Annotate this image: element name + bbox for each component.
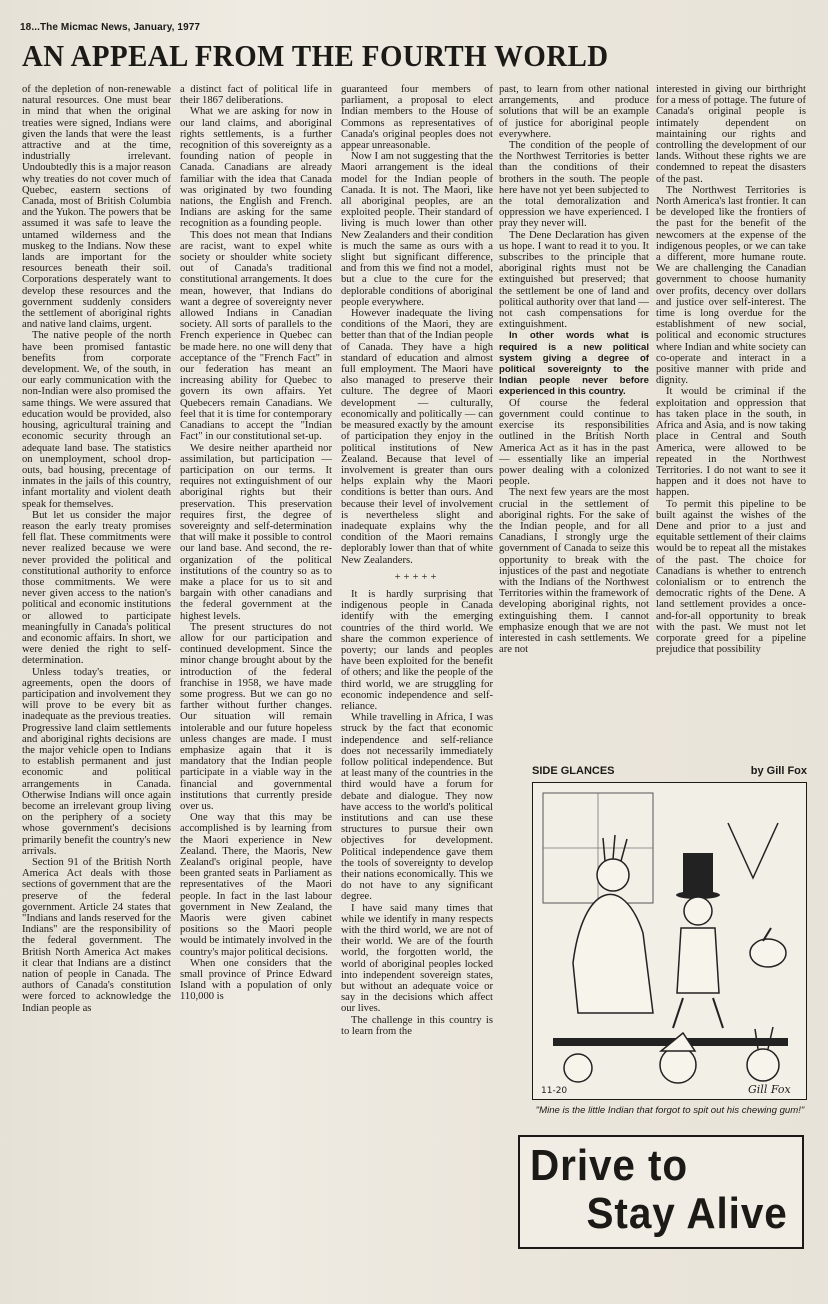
article-column-1 — [22, 84, 171, 1252]
article-paragraph: However inadequate the living conditions of the Maori, they are better than that of the Indian people of Canada. They have a high standard of education and almost full employment. The Maori have also managed to preserve their culture. The degree of Maori development — culturally, economically and politically — can be measured exactly by the amount of participation they enjoy in the political institutions of New Zealand. Because that level of involvement is greater than ours helps explain why the Maori conditions is better than ours. And because their level of involvement is nevertheless slight and inadequate explains why the condition of the Maori remains deplorably lower than that of white New Zealanders. — [341, 308, 493, 566]
article-paragraph: Section 91 of the British North America Act deals with those sections of government that are the preserve of the federal government. Article 24 states that "Indians and lands reserved for the Indians" are the responsibility of the federal government. The British North America Act makes it clear that Indians are a distinct nation of people in Canada. The authors of Canada's constitution were forced to acknowledge the Indian people as — [22, 857, 171, 1014]
headline: AN APPEAL FROM THE FOURTH WORLD — [22, 38, 609, 73]
article-paragraph: Now I am not suggesting that the Maori arrangement is the ideal model for the Indian people of Canada. It is not. The Maori, like all aboriginal peoples, are an exploited people. Their standard of living is much lower than other New Zealanders and their condition is much the same as ours with a slight but significant difference, and from this we find not a model, but a clue to the cure for the deplorable conditions of aboriginal people everywhere. — [341, 151, 493, 308]
article-paragraph: +++++ — [394, 571, 440, 583]
article-paragraph: guaranteed four members of parliament, a proposal to elect Indian members to the House of Commons as representatives of Canada's original peoples does not appear unreasonable. — [341, 84, 493, 152]
cartoon-title: SIDE GLANCES — [532, 765, 615, 777]
article-column-4 — [499, 84, 649, 756]
article-paragraph: I have said many times that while we identify in many respects with the third world, we are not of their world. We are of the fourth world, the forgotten world, the world of aboriginal peoples locked into independent sovereign states, but without an adequate voice or say in the decisions which affect our lives. — [341, 902, 493, 1015]
article-paragraph: The condition of the people of the Northwest Territories is better than the conditions of their brothers in the south. The people here have not yet been subjected to the total demoralization and oppression we have experienced. I pray they never will. — [499, 140, 649, 230]
article-paragraph: To permit this pipeline to be built against the wishes of the Dene and prior to a just and equitable settlement of their claims would be to repeat all the mistakes of the past. The choice for Canadians is whether to entrench colonialism or to entrench the democratic rights of the Dene. A land settlement provides a once-and-for-all opportunity to break with the past. We must not let corporate greed for a pipeline prejudice that possibility — [656, 498, 806, 656]
cartoon-drawing — [533, 783, 805, 1098]
article-column-2 — [180, 84, 332, 1252]
page-folio: 18...The Micmac News, January, 1977 — [20, 22, 201, 33]
article-paragraph: The native people of the north have been promised fantastic benefits from corporate development. We, of the south, in our early communication with the non-Indian were also promised the same things. We were assured that education would be provided, also housing, agricultural training and economic security through an adequate land base. The statistics on unemployment, school drop-outs, bad housing, precentage of inmates in the jails of this country, infant mortality and violent death speak for themselves. — [22, 330, 171, 510]
ad-headline-line-1: Drive to — [530, 1141, 689, 1190]
cartoon-caption: "Mine is the little Indian that forgot to spit out his chewing gum!" — [535, 1105, 805, 1116]
article-paragraph: interested in giving our birthright for a mess of pottage. The future of Canada's original people is intimately dependent on maintaining our rights and controlling the development of our lands. Without these rights we are condemned to repeat the disasters of the past. — [656, 84, 806, 185]
ad-headline-line-2: Stay Alive — [586, 1189, 788, 1238]
article-paragraph: Of course the federal government could continue to exercise its responsibilities outlined in the British North America Act as it has in the past — essentially like an imperial power dealing with a colonized people. — [499, 397, 649, 488]
article-paragraph: past, to learn from other national arrangements, and produce solutions that will be an example of justice for aboriginal people everywhere. — [499, 84, 649, 140]
article-paragraph: of the depletion of non-renewable natural resources. One must bear in mind that when the original treaties were signed, Indians were given the lands that were the least attractive and at the time, industrially irrelevant. Undoubtedly this is a major reason why treaties do not cover much of Quebec, eastern sections of Canada, most of British Columbia and the Yukon. The powers that be assumed it was safe to leave the untamed wilderness and the muskeg to the Indians. Now these lands are important for the resources beneath their soil. Corporations desperately want to develop these resources and the government suddenly considers the settlement of aboriginal rights and native land claims, urgent. — [22, 84, 171, 331]
article-paragraph: While travelling in Africa, I was struck by the fact that economic independence and self-reliance does not necessarily immediately follow political independence. But at least many of the countries in the third would have a forum for debate and dialogue. They now have access to the world's political institutions and can use these structures to pursue their own objectives for development. Political independence gave them the tools of sovereignty to develop their nations economically. This we do not have to any significant degree. — [341, 712, 493, 903]
article-paragraph: We desire neither apartheid nor assimilation, but participation — participation on our terms. It requires not extinguishment of our aboriginal rights but their preservation. This preservation requires first, the degree of sovereignty and self-determination that will make it possible to control our land base. And second, the re-organization of the political institutions of the country so as to make a place for us to sit and bargain with other canadians and the federal government at the highest levels. — [180, 442, 332, 622]
article-paragraph: The challenge in this country is to learn from the — [341, 1014, 493, 1037]
article-paragraph: It is hardly surprising that indigenous people in Canada identify with the emerging countries of the third world. We share the common experience of poverty; our lands and peoples have been exploited for the benefit of others; and like the people of the third world, we are struggling for economic independence and self-reliance. — [341, 588, 493, 712]
article-paragraph: But let us consider the major reason the early treaty promises fell flat. These commitments were never realized because we were never provided the political and constitutional authority to enforce those commitments. We were never given access to the nation's political and economic institutions or allowed to participate meaningfully in Canada's political and economic affairs. In short, we were denied the right to self-determination. — [22, 509, 171, 667]
article-paragraph: The next few years are the most crucial in the settlement of aboriginal rights. For the sake of the Indian people, and for all Canadians, I strongly urge the government of Canada to seize this opportunity to break with the injustices of the past and negotiate with the Indians of the Northwest Territories within the framework of developing aboriginal rights, not extinguishing them. I cannot emphasize enough that we are not interested in cash settlements. We are not — [499, 487, 649, 656]
cartoon-date-mark: 11-20 — [541, 1086, 568, 1096]
article-paragraph: What we are asking for now in our land claims, and aboriginal rights settlements, is a further recognition of this sovereignty as a founding nation of people in Canada. Canadians are already familiar with the idea that Canada was originated by two founding nations, the English and French. Indians are asking for the same recognition as a founding people. — [180, 106, 332, 230]
article-paragraph: Unless today's treaties, or agreements, open the doors of participation and involvement they will prove to be every bit as inadequate as the previous treaties. Progressive land claim settlements and aboriginal rights decisions are the major vehicle open to Indians to establish permanent and just economic and political arrangements in Canada. Otherwise Indians will once again become an irrelevant group living on the periphery of a society whose government's decisions primarily benefit the country's new arrivals. — [22, 666, 171, 857]
article-column-3 — [341, 84, 493, 1252]
article-paragraph: When one considers that the small province of Prince Edward Island with a population of only 110,000 is — [180, 957, 332, 1003]
article-paragraph: One way that this may be accomplished is by learning from the Maori experience in New Zealand. There, the Maoris, New Zealand's original people, have been granted seats in Parliament as representatives of the Maori people. In fact in the last labour government in New Zealand, the Maoris were given cabinet positions so the Maori people would be intimately involved in the country's major political decisions. — [180, 812, 332, 958]
cartoon-illustration — [532, 782, 807, 1100]
cartoon-byline: by Gill Fox — [750, 765, 807, 777]
article-paragraph: It would be criminal if the exploitation and oppression that has taken place in the south, in Africa and Asia, and is now taking place in Central and South America, were allowed to be repeated in the Northwest Territories. I do not want to see it happen and it does not have to happen. — [656, 386, 806, 499]
article-paragraph: In other words what is required is a new political system giving a degree of political sovereignty to the Indian people never before experienced in this country. — [499, 330, 649, 398]
cartoon-signature: Gill Fox — [748, 1083, 791, 1096]
article-column-5 — [656, 84, 806, 756]
article-paragraph: The Dene Declaration has given us hope. I want to read it to you. It subscribes to the principle that aboriginal rights must not be extinguished but preserved; that the settlement be one of land and political authority over that land — not cash compensations for extinguishment. — [499, 229, 649, 331]
article-paragraph: a distinct fact of political life in their 1867 deliberations. — [180, 84, 332, 107]
advertisement-box — [518, 1135, 804, 1249]
article-paragraph: The present structures do not allow for our participation and continued development. Since the minor change brought about by the introduction of the federal franchise in 1958, we have made some progress. But we can go no farther without further changes. Our situation will remain intolerable and our future hopeless unless changes are made. I must emphasize again that it is mandatory that the Indian people participate in a viable way in the financial and governmental institutions that currently preside over us. — [180, 621, 332, 812]
article-paragraph: The Northwest Territories is North America's last frontier. It can be developed like the frontiers of the past for the benefit of the newcomers at the expense of the indigenous peoples, or we can take a different, more humane route. We are challenging the Canadian government to choose humanity over profits, decency over dollars and justice over self-interest. The time is long overdue for the establishment of new social, political and economic structures where Indian and white society can co-operate and interact in a positive manner with pride and dignity. — [656, 184, 806, 387]
article-paragraph: This does not mean that Indians are racist, want to expel white society or shoulder white society out of Canada's traditional constitutional arrangements. It does mean, however, that Indians do want a degree of sovereignty never allowed Indians in Canadian society. All sorts of parallels to the French experience in Quebec can be made here. no one will deny that acceptance of the "French Fact" in our federation has meant an increasing ability for Quebec to govern its own affairs. Yet Quebecers remain Canadians. We feel that it is time for contemporary Canadians to accept the "Indian Fact" in our constitutional set-up. — [180, 229, 332, 443]
